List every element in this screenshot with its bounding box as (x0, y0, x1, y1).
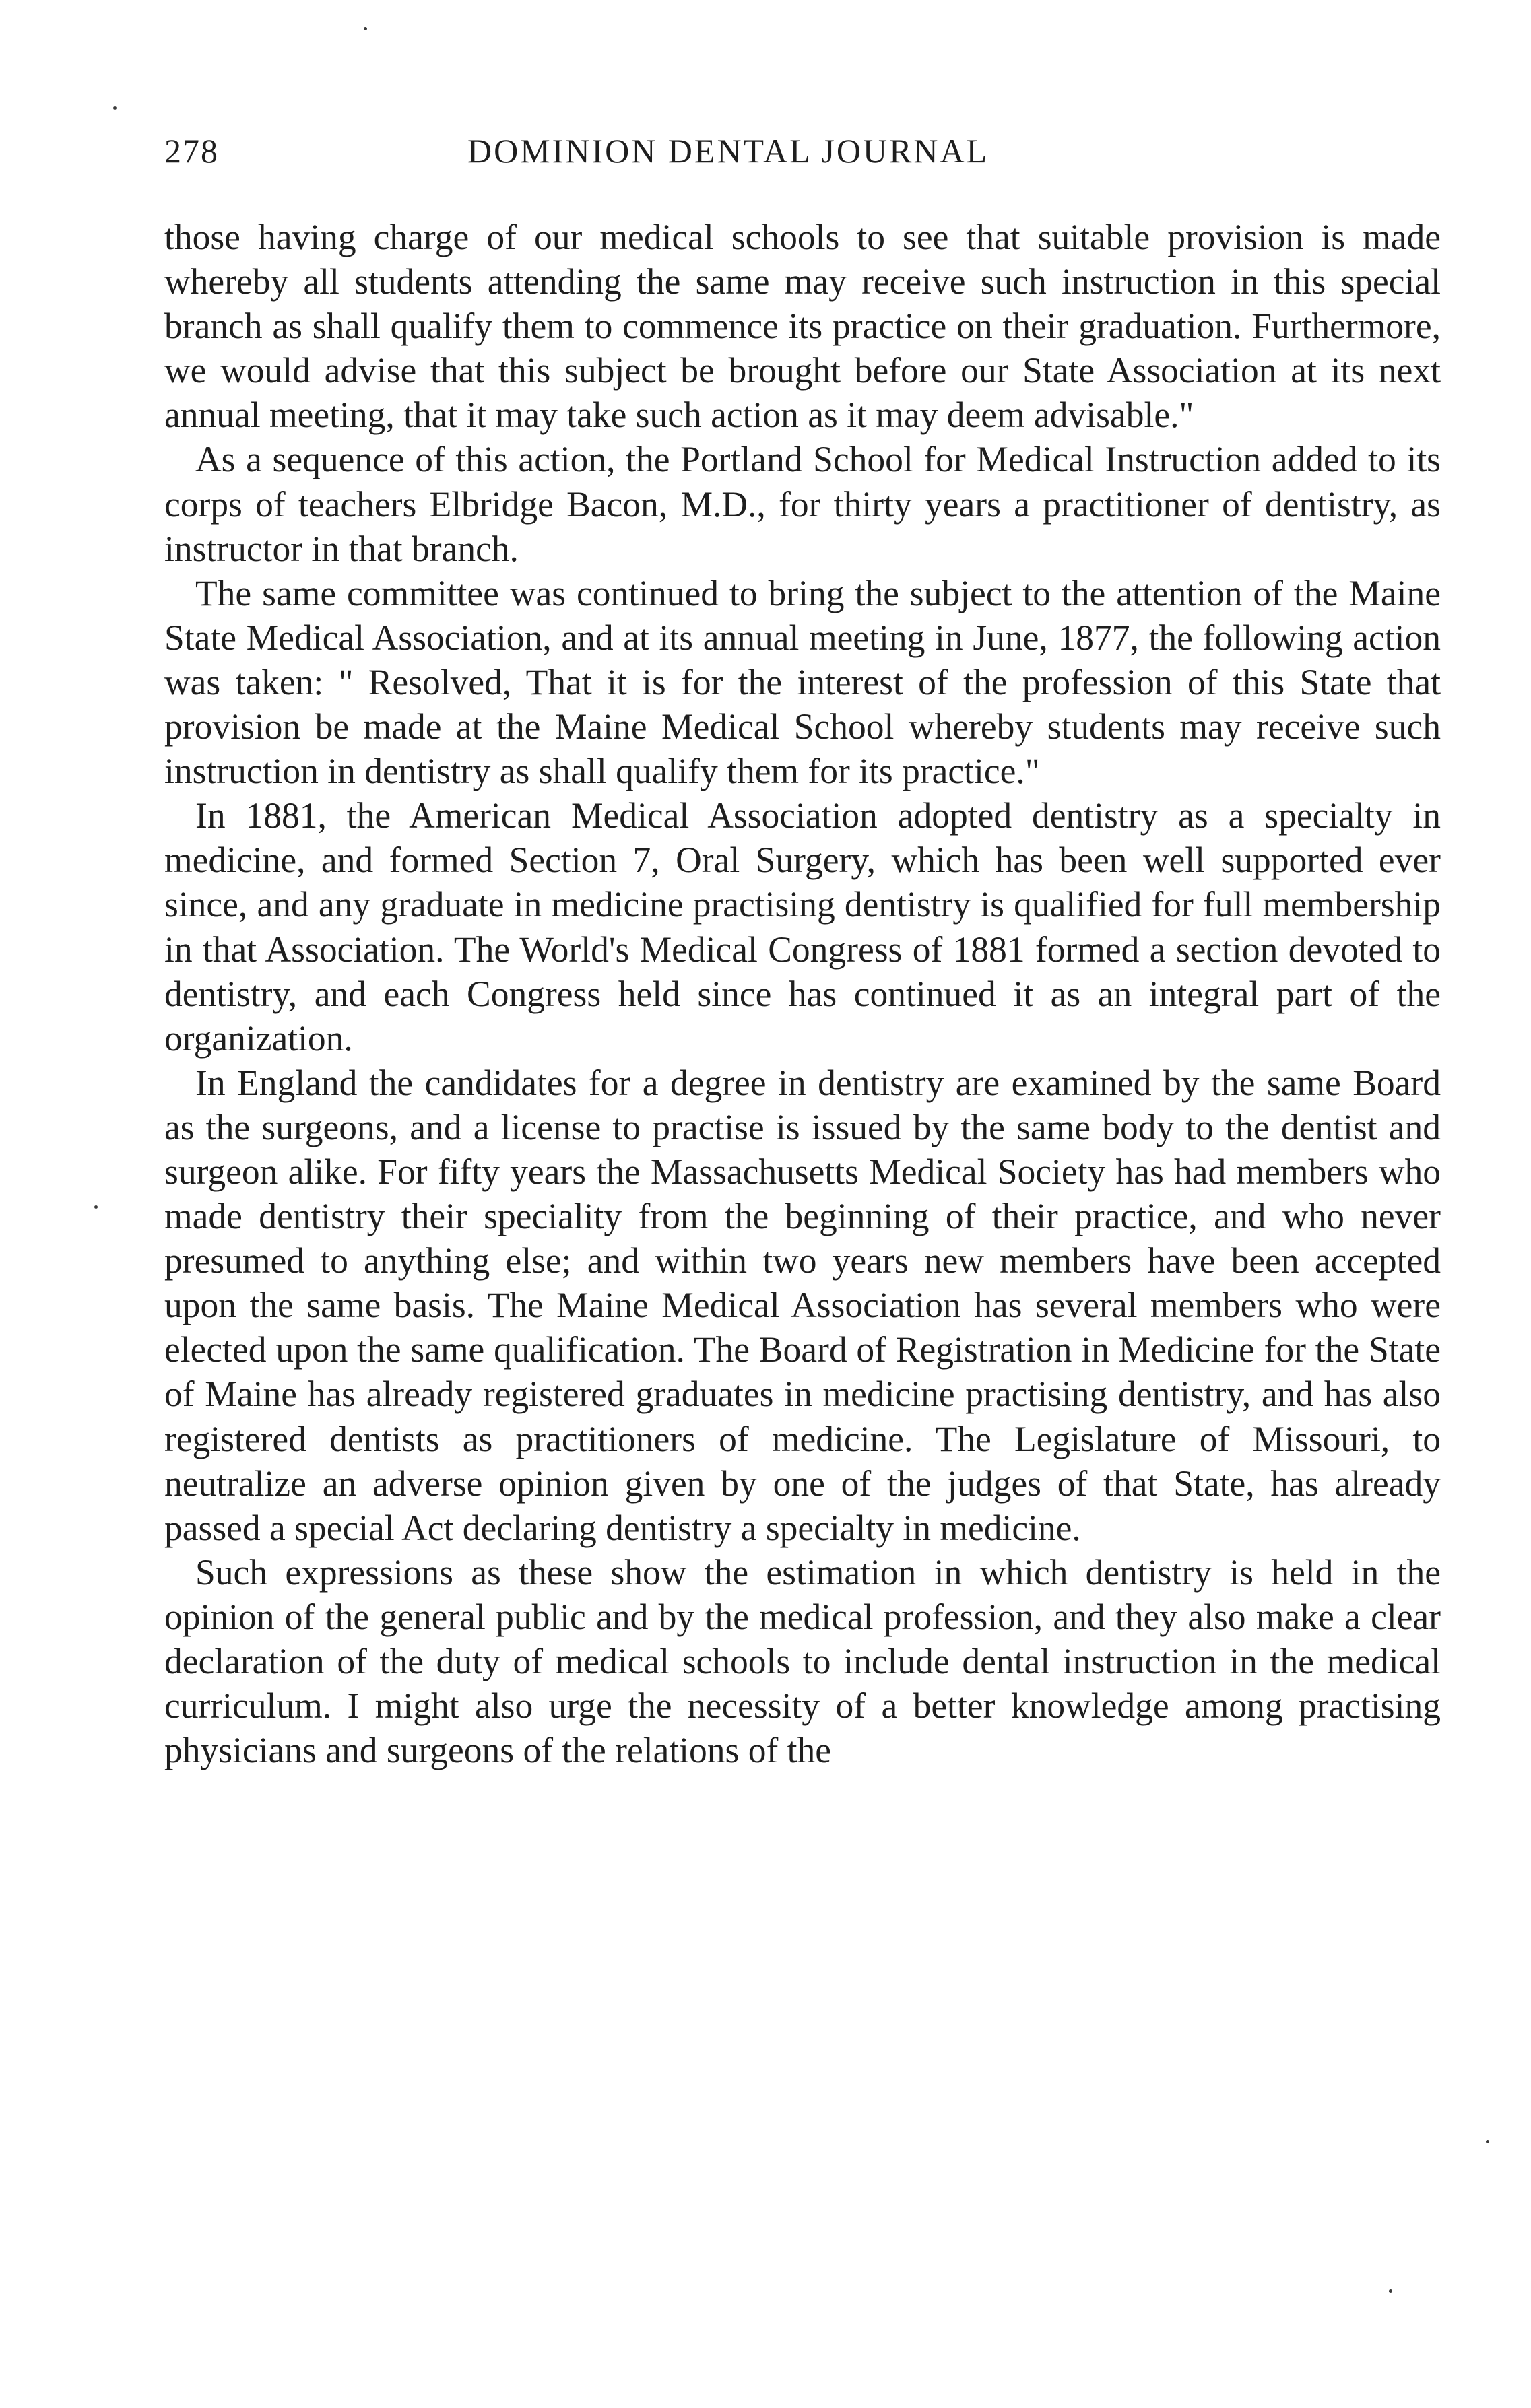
scan-speck (94, 1205, 98, 1209)
journal-title: DOMINION DENTAL JOURNAL (467, 132, 989, 170)
paragraph-continued: those having charge of our medical schools to see that suitable provision is made whereby all students attending the same may receive such instruction in this special branch as shall qualify them to commence its practice on their graduation. Furthermore, we would advise that this subject be brought before our State Association at its next annual meeting, that it may take such action as it may deem advisable." (164, 217, 1441, 436)
scan-speck (1389, 2289, 1392, 2293)
scan-speck (113, 106, 117, 110)
paragraph-1881: In 1881, the American Medical Association adopted dentistry as a specialty in medicine, and formed Section 7, Oral Surgery, which has been well supported ever since, and any graduate in medicine practising dentistry is qualified for full membership in that Association. The World's Medical Congress of 1881 formed a section devoted to dentistry, and each Congress held since has continued it as an integral part of the organization. (164, 795, 1441, 1059)
journal-page (164, 131, 1441, 1772)
running-head (164, 131, 1441, 185)
page-number: 278 (164, 132, 219, 170)
scan-speck (364, 27, 367, 30)
paragraph-committee: The same committee was continued to bring the subject to the attention of the Maine State Medical Association, and at its annual meeting in June, 1877, the following action was taken: " Resolved, That it is for the interest of the profession of this State that provision be made at the Maine Medical School whereby students may receive such instruction in dentistry as shall qualify them for its practice." (164, 572, 1441, 792)
paragraph-england: In England the candidates for a degree in dentistry are examined by the same Board as the surgeons, and a license to practise is issued by the same body to the dentist and surgeon alike. For fifty years the Massachusetts Medical Society has had members who made dentistry their speciality from the beginning of their practice, and who never presumed to anything else; and within two years new members have been accepted upon the same basis. The Maine Medical Association has several members who were elected upon the same qualification. The Board of Registration in Medicine for the State of Maine has already registered graduates in medicine practising dentistry, and has also registered dentists as practitioners of medicine. The Legislature of Missouri, to neutralize an adverse opinion given by one of the judges of that State, has already passed a special Act declaring dentistry a specialty in medicine. (164, 1062, 1441, 1548)
scan-speck (1486, 2140, 1489, 2143)
paragraph-portland-school: As a sequence of this action, the Portland School for Medical Instruction added to its corps of teachers Elbridge Bacon, M.D., for thirty years a practitioner of dentistry, as instructor in that branch. (164, 439, 1441, 569)
paragraph-expressions: Such expressions as these show the estimation in which dentistry is held in the opinion of the general public and by the medical profession, and they also make a clear declaration of the duty of medical schools to include dental instruction in the medical curriculum. I might also urge the necessity of a better knowledge among practising physicians and surgeons of the relations of the (164, 1551, 1441, 1771)
article-body (164, 215, 1441, 1772)
